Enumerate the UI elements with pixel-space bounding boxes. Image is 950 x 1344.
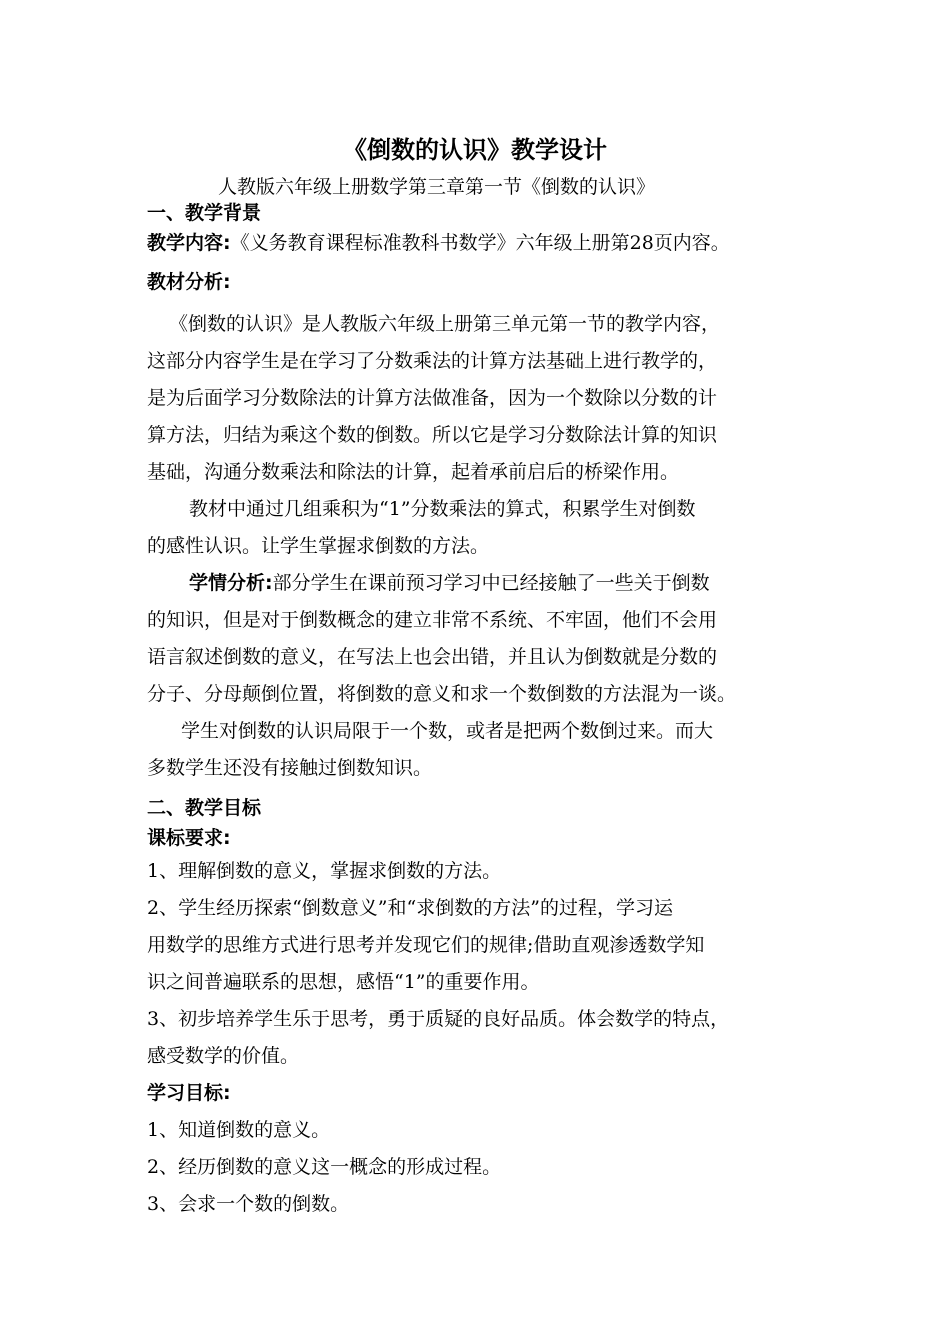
list-item: 1、理解倒数的意义，掌握求倒数的方法。 [147, 860, 502, 882]
document-title: 《倒数的认识》教学设计 [343, 136, 607, 164]
learning-goals-list [147, 1112, 817, 1223]
learner-analysis-paragraph [147, 565, 817, 713]
learner-analysis-paragraph-2 [147, 713, 817, 787]
paragraph-line: 的感性认识。让学生掌握求倒数的方法。 [147, 535, 490, 557]
section-heading-objectives: 二、教学目标 [147, 797, 262, 819]
paragraph-line: 多数学生还没有接触过倒数知识。 [147, 757, 433, 779]
learning-goals-label: 学习目标: [147, 1082, 231, 1104]
section-heading-background: 一、教学背景 [147, 202, 262, 224]
paragraph-line: 《倒数的认识》是人教版六年级上册第三单元第一节的教学内容， [169, 313, 721, 335]
curriculum-requirements-label: 课标要求: [147, 827, 231, 849]
paragraph-line: 语言叙述倒数的意义，在写法上也会出错，并且认为倒数就是分数的 [147, 646, 718, 668]
paragraph-line: 教材中通过几组乘积为“1”分数乘法的算式，积累学生对倒数 [189, 498, 696, 520]
paragraph-line: 算方法，归结为乘这个数的倒数。所以它是学习分数除法计算的知识 [147, 424, 718, 446]
document-subtitle: 人教版六年级上册数学第三章第一节《倒数的认识》 [218, 176, 656, 198]
list-item: 3、会求一个数的倒数。 [147, 1193, 350, 1215]
list-item: 1、知道倒数的意义。 [147, 1119, 331, 1141]
list-item: 3、初步培养学生乐于思考，勇于质疑的良好品质。体会数学的特点， [147, 1008, 730, 1030]
learner-analysis-text: 部分学生在课前预习学习中已经接触了一些关于倒数 [272, 572, 710, 594]
document-body [147, 198, 817, 1223]
curriculum-requirements-list [147, 853, 817, 1075]
paragraph-line: 基础，沟通分数乘法和除法的计算，起着承前启后的桥梁作用。 [147, 461, 680, 483]
material-analysis-paragraph-1 [147, 306, 817, 491]
teaching-content-text: 《义务教育课程标准教科书数学》六年级上册第28页内容。 [230, 232, 730, 254]
material-analysis-label: 教材分析: [147, 271, 231, 293]
list-item: 2、学生经历探索“倒数意义”和“求倒数的方法”的过程，学习运 [147, 897, 673, 919]
material-analysis-paragraph-2 [147, 491, 817, 565]
list-item-continuation: 识之间普遍联系的思想，感悟“1”的重要作用。 [147, 971, 540, 993]
paragraph-line: 是为后面学习分数除法的计算方法做准备，因为一个数除以分数的计 [147, 387, 718, 409]
learner-analysis-label: 学情分析: [189, 572, 273, 594]
learner-analysis-first-line [147, 565, 817, 602]
list-item: 2、经历倒数的意义这一概念的形成过程。 [147, 1156, 502, 1178]
paragraph-line: 分子、分母颠倒位置，将倒数的意义和求一个数倒数的方法混为一谈。 [147, 683, 737, 705]
paragraph-line: 学生对倒数的认识局限于一个数，或者是把两个数倒过来。而大 [181, 720, 714, 742]
teaching-content [147, 228, 817, 258]
teaching-content-label: 教学内容: [147, 232, 231, 254]
list-item-continuation: 用数学的思维方式进行思考并发现它们的规律;借助直观渗透数学知 [147, 934, 705, 956]
paragraph-line: 的知识，但是对于倒数概念的建立非常不系统、不牢固，他们不会用 [147, 609, 718, 631]
list-item-continuation: 感受数学的价值。 [147, 1045, 300, 1067]
paragraph-line: 这部分内容学生是在学习了分数乘法的计算方法基础上进行教学的， [147, 350, 718, 372]
